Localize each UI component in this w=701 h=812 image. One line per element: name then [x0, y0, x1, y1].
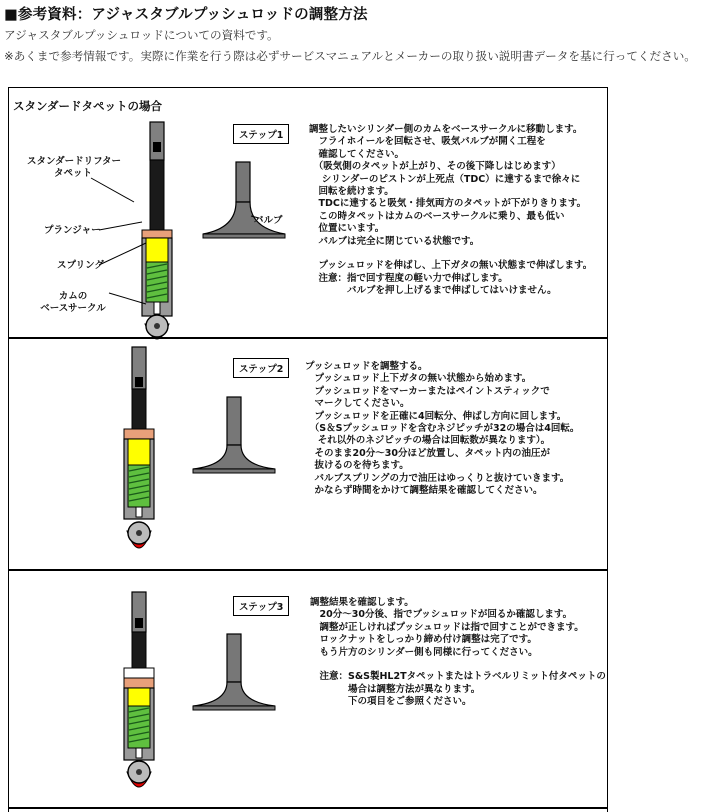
- disclaimer-line: ※あくまで参考情報です。実際に作業を行う際は必ずサービスマニュアルとメーカーの取り扱い説明書データを基に行ってください。: [4, 49, 696, 63]
- spring-label: スプリング: [57, 260, 104, 271]
- tappet-assembly-figure-2: [116, 343, 166, 568]
- step-1-instructions: 調整したいシリンダー側のカムをベースサークルに移動します。 フライホイールを回転させ、吸気バルブが開く工程を 確認してください。 （吸気側のタペットが上がり、その後下降しはじめます） シリンダーのピストンが上死点（TDC）に達するまで徐々に 回転を続けます。 TDCに達すると吸気・排気両方のタペットが下がりきります。 この時タペットはカムのベースサークルに乗り、最も低い 位置にいます。 バルブは完全に閉じている状態です。 プッシュロッドを伸ばし、上下ガタの無い状態まで伸ばします。 注意：指で回す程度の軽い力で伸ばします。 バルブを押し上げるまで伸ばしてはいけません。: [309, 124, 593, 297]
- valve-figure-3: [189, 630, 279, 720]
- section-divider-2: [9, 569, 607, 571]
- step-1-badge: ステップ1: [233, 124, 289, 144]
- cam-base-circle-label: カムの ベースサークル: [40, 291, 106, 314]
- section-title: スタンダードタペットの場合: [13, 99, 163, 113]
- section-divider-1: [9, 337, 607, 339]
- step-3-instructions: 調整結果を確認します。 20分～30分後、指でプッシュロッドが回るか確認します。 調整が正しければプッシュロッドは指で回すことができます。 ロックナットをしっかり締め付け調整は完了です。 もう片方のシリンダー側も同様に行ってください。 注意：S&S製HL2Tタペットまたはトラベルリミット付タペットの 場合は調整方法が異なります。 下の項目をご参照ください。: [310, 597, 606, 708]
- section-divider-3: [9, 807, 607, 809]
- tappet-assembly-figure-3: [116, 588, 166, 803]
- valve-figure-1: [199, 158, 289, 248]
- step-3-badge: ステップ3: [233, 596, 289, 616]
- lifter-tappet-label: スタンダードリフター タペット: [27, 156, 121, 179]
- intro-line: アジャスタブルプッシュロッドについての資料です。: [4, 28, 279, 42]
- step-2-badge: ステップ2: [233, 358, 289, 378]
- step-2-instructions: プッシュロッドを調整する。 プッシュロッド上下ガタの無い状態から始めます。 プッシュロッドをマーカーまたはペイントスティックで マークしてください。 プッシュロッドを正確に4回転分、伸ばし方向に回します。 （S＆Sプッシュロッドを含むネジピッチが32の場合は4回転。 それ以外のネジピッチの場合は回転数が異なります）。 そのまま20分～30分ほど放置し、タペット内の油圧が 抜けるのを待ちます。 バルブスプリングの力で油圧はゆっくりと抜けていきます。 かならず時間をかけて調整結果を確認してください。: [305, 361, 580, 497]
- plunger-label: プランジャー: [44, 225, 101, 236]
- page-title: ■参考資料：アジャスタブルプッシュロッドの調整方法: [4, 7, 368, 23]
- adjustment-diagram-document: [8, 87, 608, 812]
- valve-label: バルブ: [254, 215, 283, 226]
- valve-figure-2: [189, 393, 279, 483]
